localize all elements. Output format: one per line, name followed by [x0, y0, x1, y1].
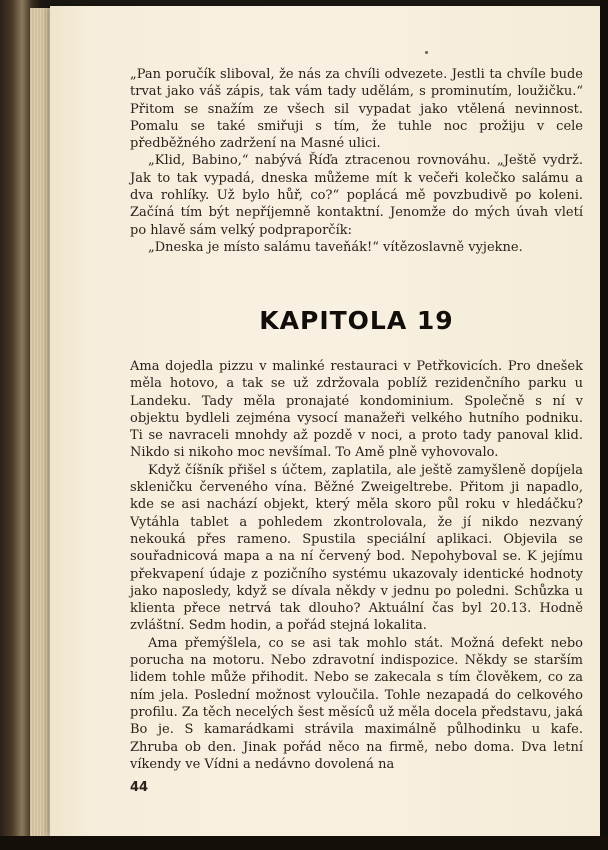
paragraph: „Dneska je místo salámu taveňák!“ vítězoslavně vyjekne.	[148, 239, 523, 255]
page-number: 44	[130, 780, 149, 795]
top-text-block	[130, 66, 583, 256]
paragraph: Když číšník přišel s účtem, zaplatila, ale ještě zamyšleně dopíjela skleničku červeného vína. Běžné Zweigeltrebe. Přitom ji napadlo, kde se asi nachází objekt, který měla skoro půl roku v hledáčku? Vytáhla tablet a pohledem zkontrolovala, že jí nikdo nezvaný nekouká přes rameno. Spustila speciální aplikaci. Objevila se souřadnicová mapa a na ní červený bod. Nepohyboval se. K jejímu překvapení údaje z pozičního systému ukazovaly identické hodnoty jako naposledy, když se dívala někdy v jednu po poledni. Schůzka u klienta přece netrvá tak dlouho? Aktuální čas byl 20.13. Hodně zvláštní. Sedm hodin, a pořád stejná lokalita.	[130, 462, 583, 634]
paragraph: Ama dojedla pizzu v malinké restauraci v Petřkovicích. Pro dnešek měla hotovo, a tak se už zdržovala poblíž rezidenčního parku u Landeku. Tady měla pronajaté kondominium. Společně s ní v objektu bydleli zejména vysocí manažeři velkého hutního podniku. Ti se navraceli mnohdy až pozdě v noci, a proto tady panoval klid. Nikdo si nikoho moc nevšímal. To Amě plně vyhovovalo.	[130, 359, 583, 461]
paragraph: „Klid, Babino,“ nabývá Říďa ztracenou rovnováhu. „Ještě vydrž. Jak to tak vypadá, dneska můžeme mít k večeři kolečko salámu a dva rohlíky. Už bylo hůř, co?“ poplácá mě povzbudivě po koleni. Začíná tím být nepříjemně kontaktní. Jenomže do mých úvah vletí po hlavě sám velký podpraporčík:	[130, 153, 583, 238]
right-shadow	[600, 0, 608, 850]
paragraph: Ama přemýšlela, co se asi tak mohlo stát. Možná defekt nebo porucha na motoru. Nebo zdravotní indispozice. Někdy se starším lidem tohle může přihodit. Nebo se zakecala s tím člověkem, co za ním jela. Poslední možnost vyloučila. Tohle nezapadá do celkového profilu. Za těch necelých šest měsíců už měla docela představu, jaká Bo je. S kamarádkami strávila maximálně půlhodinku u kafe. Zhruba ob den. Jinak pořád něco na firmě, nebo doma. Dva letní víkendy ve Vídni a nedávno dovolená na	[130, 635, 583, 772]
page-mark	[425, 51, 428, 54]
chapter-text-block	[130, 358, 583, 773]
bottom-shadow	[0, 836, 608, 850]
chapter-title: KAPITOLA 19	[259, 306, 454, 335]
paragraph: „Pan poručík sliboval, že nás za chvíli odvezete. Jestli ta chvíle bude trvat jako váš zápis, tak vám tady udělám, s prominutím, loužičku.“ Přitom se snažím ze všech sil vypadat jako vtělená nevinnost. Pomalu se také smiřuji s tím, že tuhle noc prožiju v cele předběžného zadržení na Masné ulici.	[130, 67, 583, 152]
